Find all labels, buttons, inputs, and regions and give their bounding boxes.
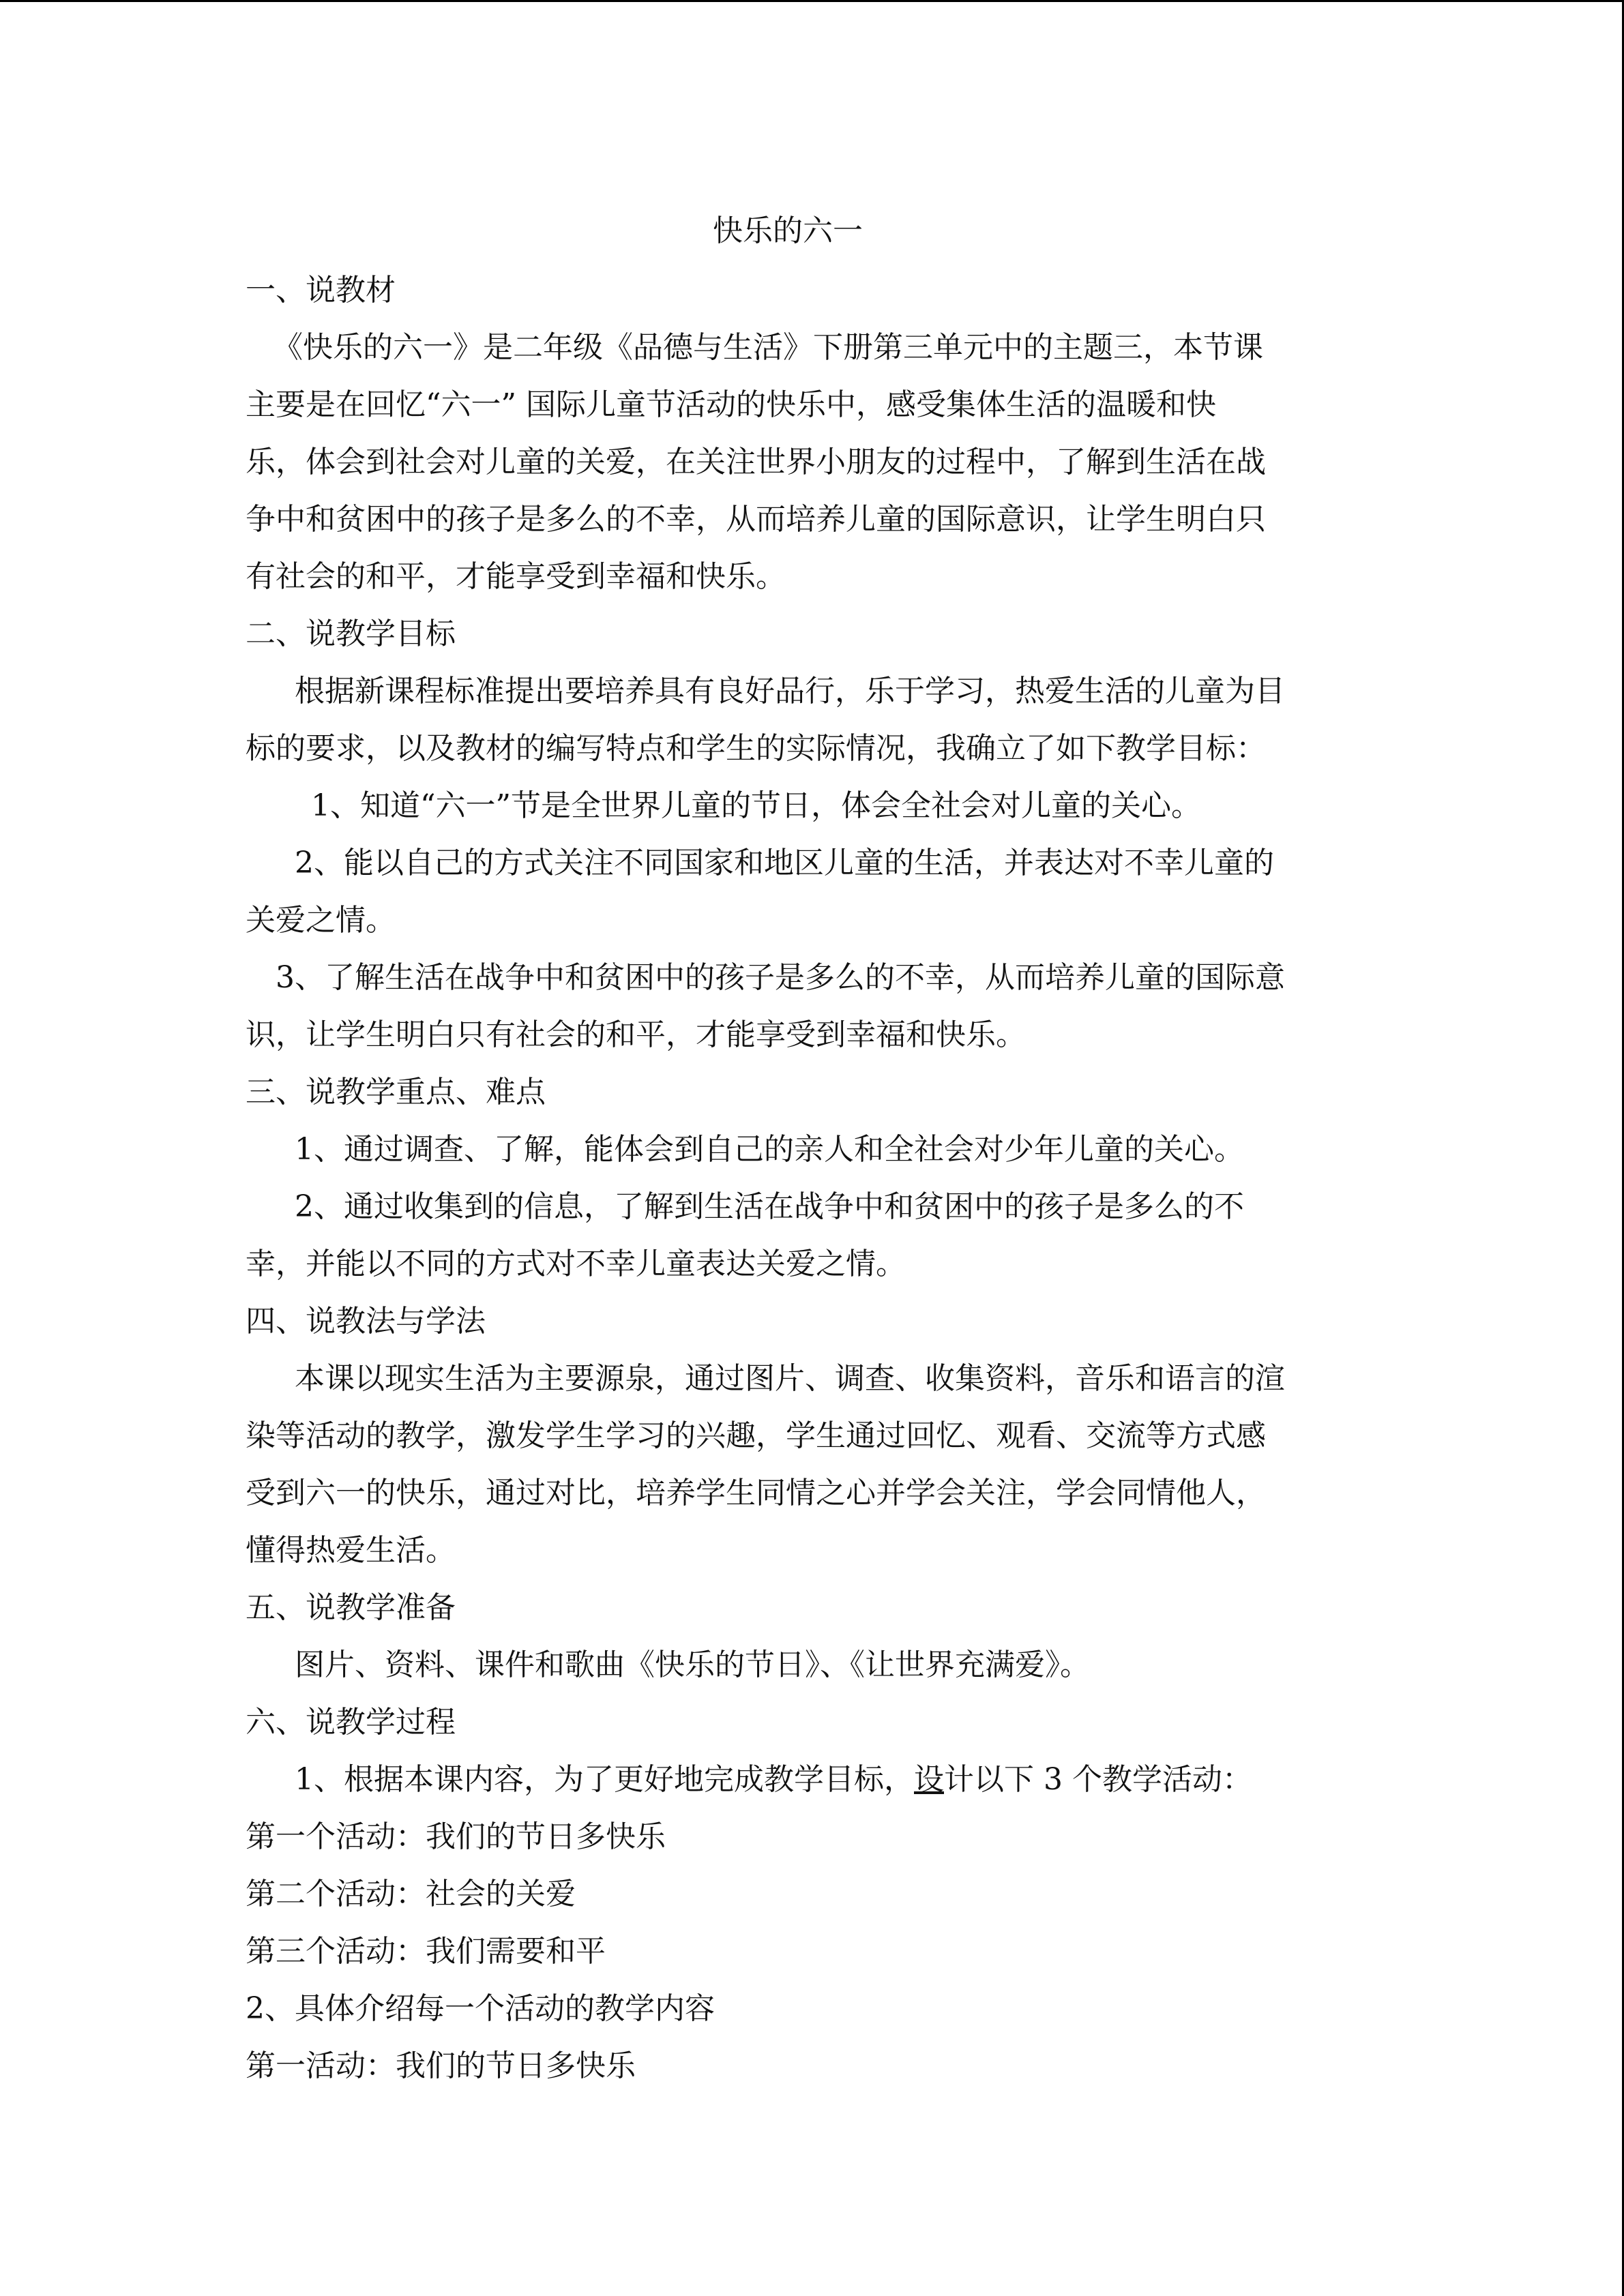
paragraph-line: 懂得热爱生活。 xyxy=(246,1533,456,1568)
section-heading-goals: 二、说教学目标 xyxy=(246,616,456,651)
paragraph-line: 争中和贫困中的孩子是多么的不幸，从而培养儿童的国际意识，让学生明白只 xyxy=(246,502,1266,537)
paragraph-line: 2、具体介绍每一个活动的教学内容 xyxy=(246,1991,715,2026)
paragraph-line: 乐，体会到社会对儿童的关爱，在关注世界小朋友的过程中，了解到生活在战 xyxy=(246,445,1266,479)
paragraph-line: 关爱之情。 xyxy=(246,903,396,938)
activity-item: 第一个活动：我们的节日多快乐 xyxy=(246,1819,666,1854)
section-heading-methods: 四、说教法与学法 xyxy=(246,1304,486,1339)
goal-item: 2、能以自己的方式关注不同国家和地区儿童的生活，并表达对不幸儿童的 xyxy=(295,846,1274,880)
process-intro-line xyxy=(295,1751,1252,1808)
paragraph-line: 《快乐的六一》是二年级《品德与生活》下册第三单元中的主题三，本节课 xyxy=(273,330,1263,365)
process-intro-text: 1、根据本课内容，为了更好地完成教学目标， xyxy=(295,1762,914,1797)
paragraph-line: 染等活动的教学，激发学生学习的兴趣，学生通过回忆、观看、交流等方式感 xyxy=(246,1418,1266,1453)
activity-item: 第三个活动：我们需要和平 xyxy=(246,1934,606,1969)
section-heading-preparation: 五、说教学准备 xyxy=(246,1590,456,1625)
paragraph-line: 识，让学生明白只有社会的和平，才能享受到幸福和快乐。 xyxy=(246,1017,1026,1052)
paragraph-line: 受到六一的快乐，通过对比，培养学生同情之心并学会关注，学会同情他人， xyxy=(246,1476,1266,1510)
paragraph-line: 有社会的和平，才能享受到幸福和快乐。 xyxy=(246,559,786,594)
goal-item: 3、了解生活在战争中和贫困中的孩子是多么的不幸，从而培养儿童的国际意 xyxy=(276,960,1285,995)
underlined-character: 设 xyxy=(914,1762,944,1797)
key-point-item: 1、通过调查、了解，能体会到自己的亲人和全社会对少年儿童的关心。 xyxy=(295,1132,1244,1167)
section-heading-key-points: 三、说教学重点、难点 xyxy=(246,1075,546,1109)
paragraph-line: 根据新课程标准提出要培养具有良好品行，乐于学习，热爱生活的儿童为目 xyxy=(295,674,1285,709)
paragraph-line: 本课以现实生活为主要源泉，通过图片、调查、收集资料，音乐和语言的渲 xyxy=(295,1361,1285,1396)
document-title: 快乐的六一 xyxy=(713,213,863,248)
paragraph-line: 图片、资料、课件和歌曲《快乐的节日》、《让世界充满爱》。 xyxy=(295,1648,1090,1682)
section-heading-process: 六、说教学过程 xyxy=(246,1705,456,1740)
activity-item: 第一活动：我们的节日多快乐 xyxy=(246,2048,636,2083)
goal-item: 1、知道“六一”节是全世界儿童的节日，体会全社会对儿童的关心。 xyxy=(311,788,1201,823)
key-point-item: 2、通过收集到的信息，了解到生活在战争中和贫困中的孩子是多么的不 xyxy=(295,1189,1244,1224)
section-heading-textbook: 一、说教材 xyxy=(246,273,396,308)
activity-item: 第二个活动：社会的关爱 xyxy=(246,1877,576,1911)
paragraph-line: 幸，并能以不同的方式对不幸儿童表达关爱之情。 xyxy=(246,1247,906,1281)
paragraph-line: 标的要求，以及教材的编写特点和学生的实际情况，我确立了如下教学目标： xyxy=(246,731,1266,766)
paragraph-line: 主要是在回忆“六一” 国际儿童节活动的快乐中，感受集体生活的温暖和快 xyxy=(246,387,1216,422)
process-intro-text-end: 计以下 3 个教学活动： xyxy=(944,1762,1252,1797)
